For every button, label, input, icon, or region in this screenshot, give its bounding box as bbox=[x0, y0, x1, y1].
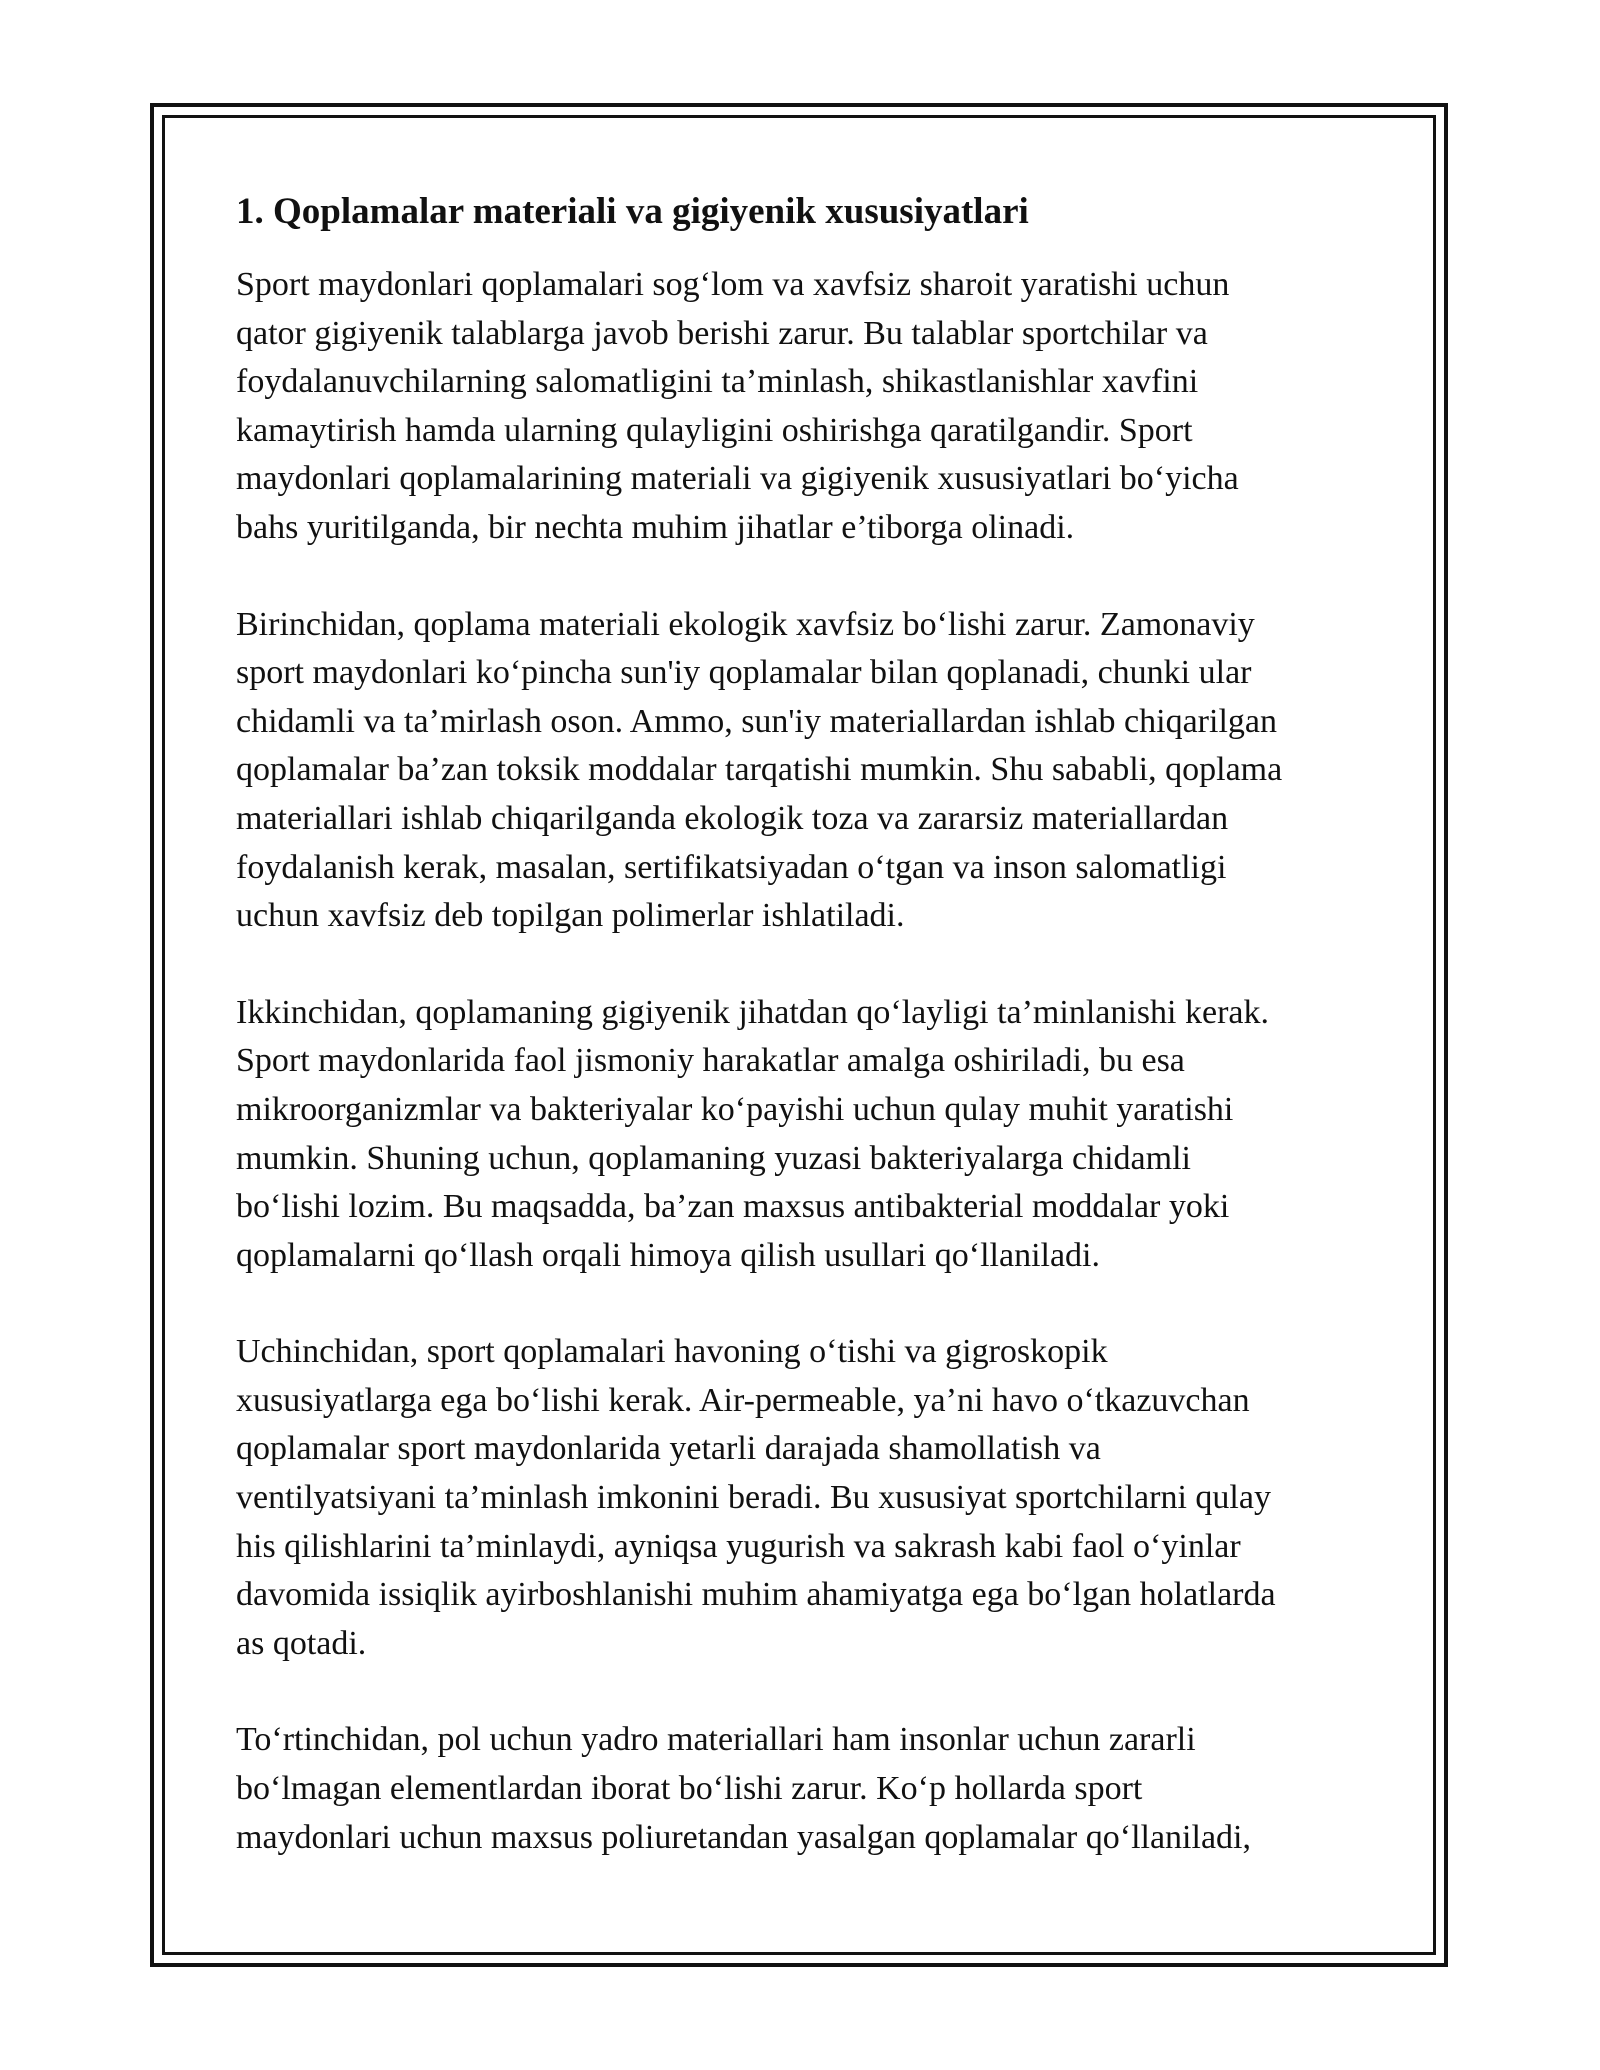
text-line: foydalanuvchilarning salomatligini ta’minlash, shikastlanishlar xavfini bbox=[236, 363, 1199, 401]
paragraph-list bbox=[236, 261, 1376, 1862]
text-line: qoplamalarni qo‘llash orqali himoya qilish usullari qo‘llaniladi. bbox=[236, 1236, 1100, 1274]
text-line: his qilishlarini ta’minlaydi, ayniqsa yugurish va sakrash kabi faol o‘yinlar bbox=[236, 1527, 1241, 1565]
text-line: mikroorganizmlar va bakteriyalar ko‘payishi uchun qulay muhit yaratishi bbox=[236, 1090, 1234, 1128]
text-line: maydonlari uchun maxsus poliuretandan yasalgan qoplamalar qo‘llaniladi, bbox=[236, 1818, 1251, 1856]
text-line: Uchinchidan, sport qoplamalari havoning o‘tishi va gigroskopik bbox=[236, 1333, 1108, 1371]
text-line: maydonlari qoplamalarining materiali va gigiyenik xususiyatlari bo‘yicha bbox=[236, 460, 1239, 498]
paragraph bbox=[236, 1716, 1376, 1862]
text-line: foydalanish kerak, masalan, sertifikatsiyadan o‘tgan va inson salomatligi bbox=[236, 848, 1227, 886]
text-line: ventilyatsiyani ta’minlash imkonini beradi. Bu xususiyat sportchilarni qulay bbox=[236, 1479, 1271, 1517]
text-line: Sport maydonlari qoplamalari sog‘lom va xavfsiz sharoit yaratishi uchun bbox=[236, 266, 1230, 303]
text-line: Birinchidan, qoplama materiali ekologik xavfsiz bo‘lishi zarur. Zamonaviy bbox=[236, 605, 1255, 643]
text-line: qator gigiyenik talablarga javob berishi zarur. Bu talablar sportchilar va bbox=[236, 314, 1208, 352]
text-line: Ikkinchidan, qoplamaning gigiyenik jihatdan qo‘layligi ta’minlanishi kerak. bbox=[236, 993, 1269, 1031]
text-line: bo‘lishi lozim. Bu maqsadda, ba’zan maxsus antibakterial moddalar yoki bbox=[236, 1188, 1230, 1226]
paragraph bbox=[236, 1328, 1376, 1668]
paragraph bbox=[236, 989, 1376, 1281]
paragraph bbox=[236, 601, 1376, 941]
text-line: kamaytirish hamda ularning qulayligini oshirishga qaratilgandir. Sport bbox=[236, 411, 1193, 449]
text-line: uchun xavfsiz deb topilgan polimerlar ishlatiladi. bbox=[236, 897, 905, 935]
text-line: bahs yuritilganda, bir nechta muhim jihatlar e’tiborga olinadi. bbox=[236, 508, 1075, 546]
text-line: Sport maydonlarida faol jismoniy harakatlar amalga oshiriladi, bu esa bbox=[236, 1042, 1185, 1080]
text-line: sport maydonlari ko‘pincha sun'iy qoplamalar bilan qoplanadi, chunki ular bbox=[236, 654, 1252, 692]
section-heading: 1. Qoplamalar materiali va gigiyenik xususiyatlari bbox=[236, 191, 1029, 232]
text-line: qoplamalar sport maydonlarida yetarli darajada shamollatish va bbox=[236, 1430, 1101, 1468]
text-line: xususiyatlarga ega bo‘lishi kerak. Air-permeable, ya’ni havo o‘tkazuvchan bbox=[236, 1381, 1250, 1419]
text-line: davomida issiqlik ayirboshlanishi muhim ahamiyatga ega bo‘lgan holatlarda bbox=[236, 1576, 1276, 1614]
text-line: chidamli va ta’mirlash oson. Ammo, sun'iy materiallardan ishlab chiqarilgan bbox=[236, 702, 1277, 740]
text-line: To‘rtinchidan, pol uchun yadro materiallari ham insonlar uchun zararli bbox=[236, 1721, 1196, 1759]
text-line: bo‘lmagan elementlardan iborat bo‘lishi zarur. Ko‘p hollarda sport bbox=[236, 1770, 1143, 1808]
paragraph bbox=[236, 261, 1376, 553]
text-line: as qotadi. bbox=[236, 1624, 367, 1662]
document-body bbox=[236, 187, 1376, 1910]
text-line: qoplamalar ba’zan toksik moddalar tarqatishi mumkin. Shu sababli, qoplama bbox=[236, 751, 1283, 789]
text-line: materiallari ishlab chiqarilganda ekologik toza va zararsiz materiallardan bbox=[236, 799, 1229, 837]
text-line: mumkin. Shuning uchun, qoplamaning yuzasi bakteriyalarga chidamli bbox=[236, 1139, 1191, 1177]
